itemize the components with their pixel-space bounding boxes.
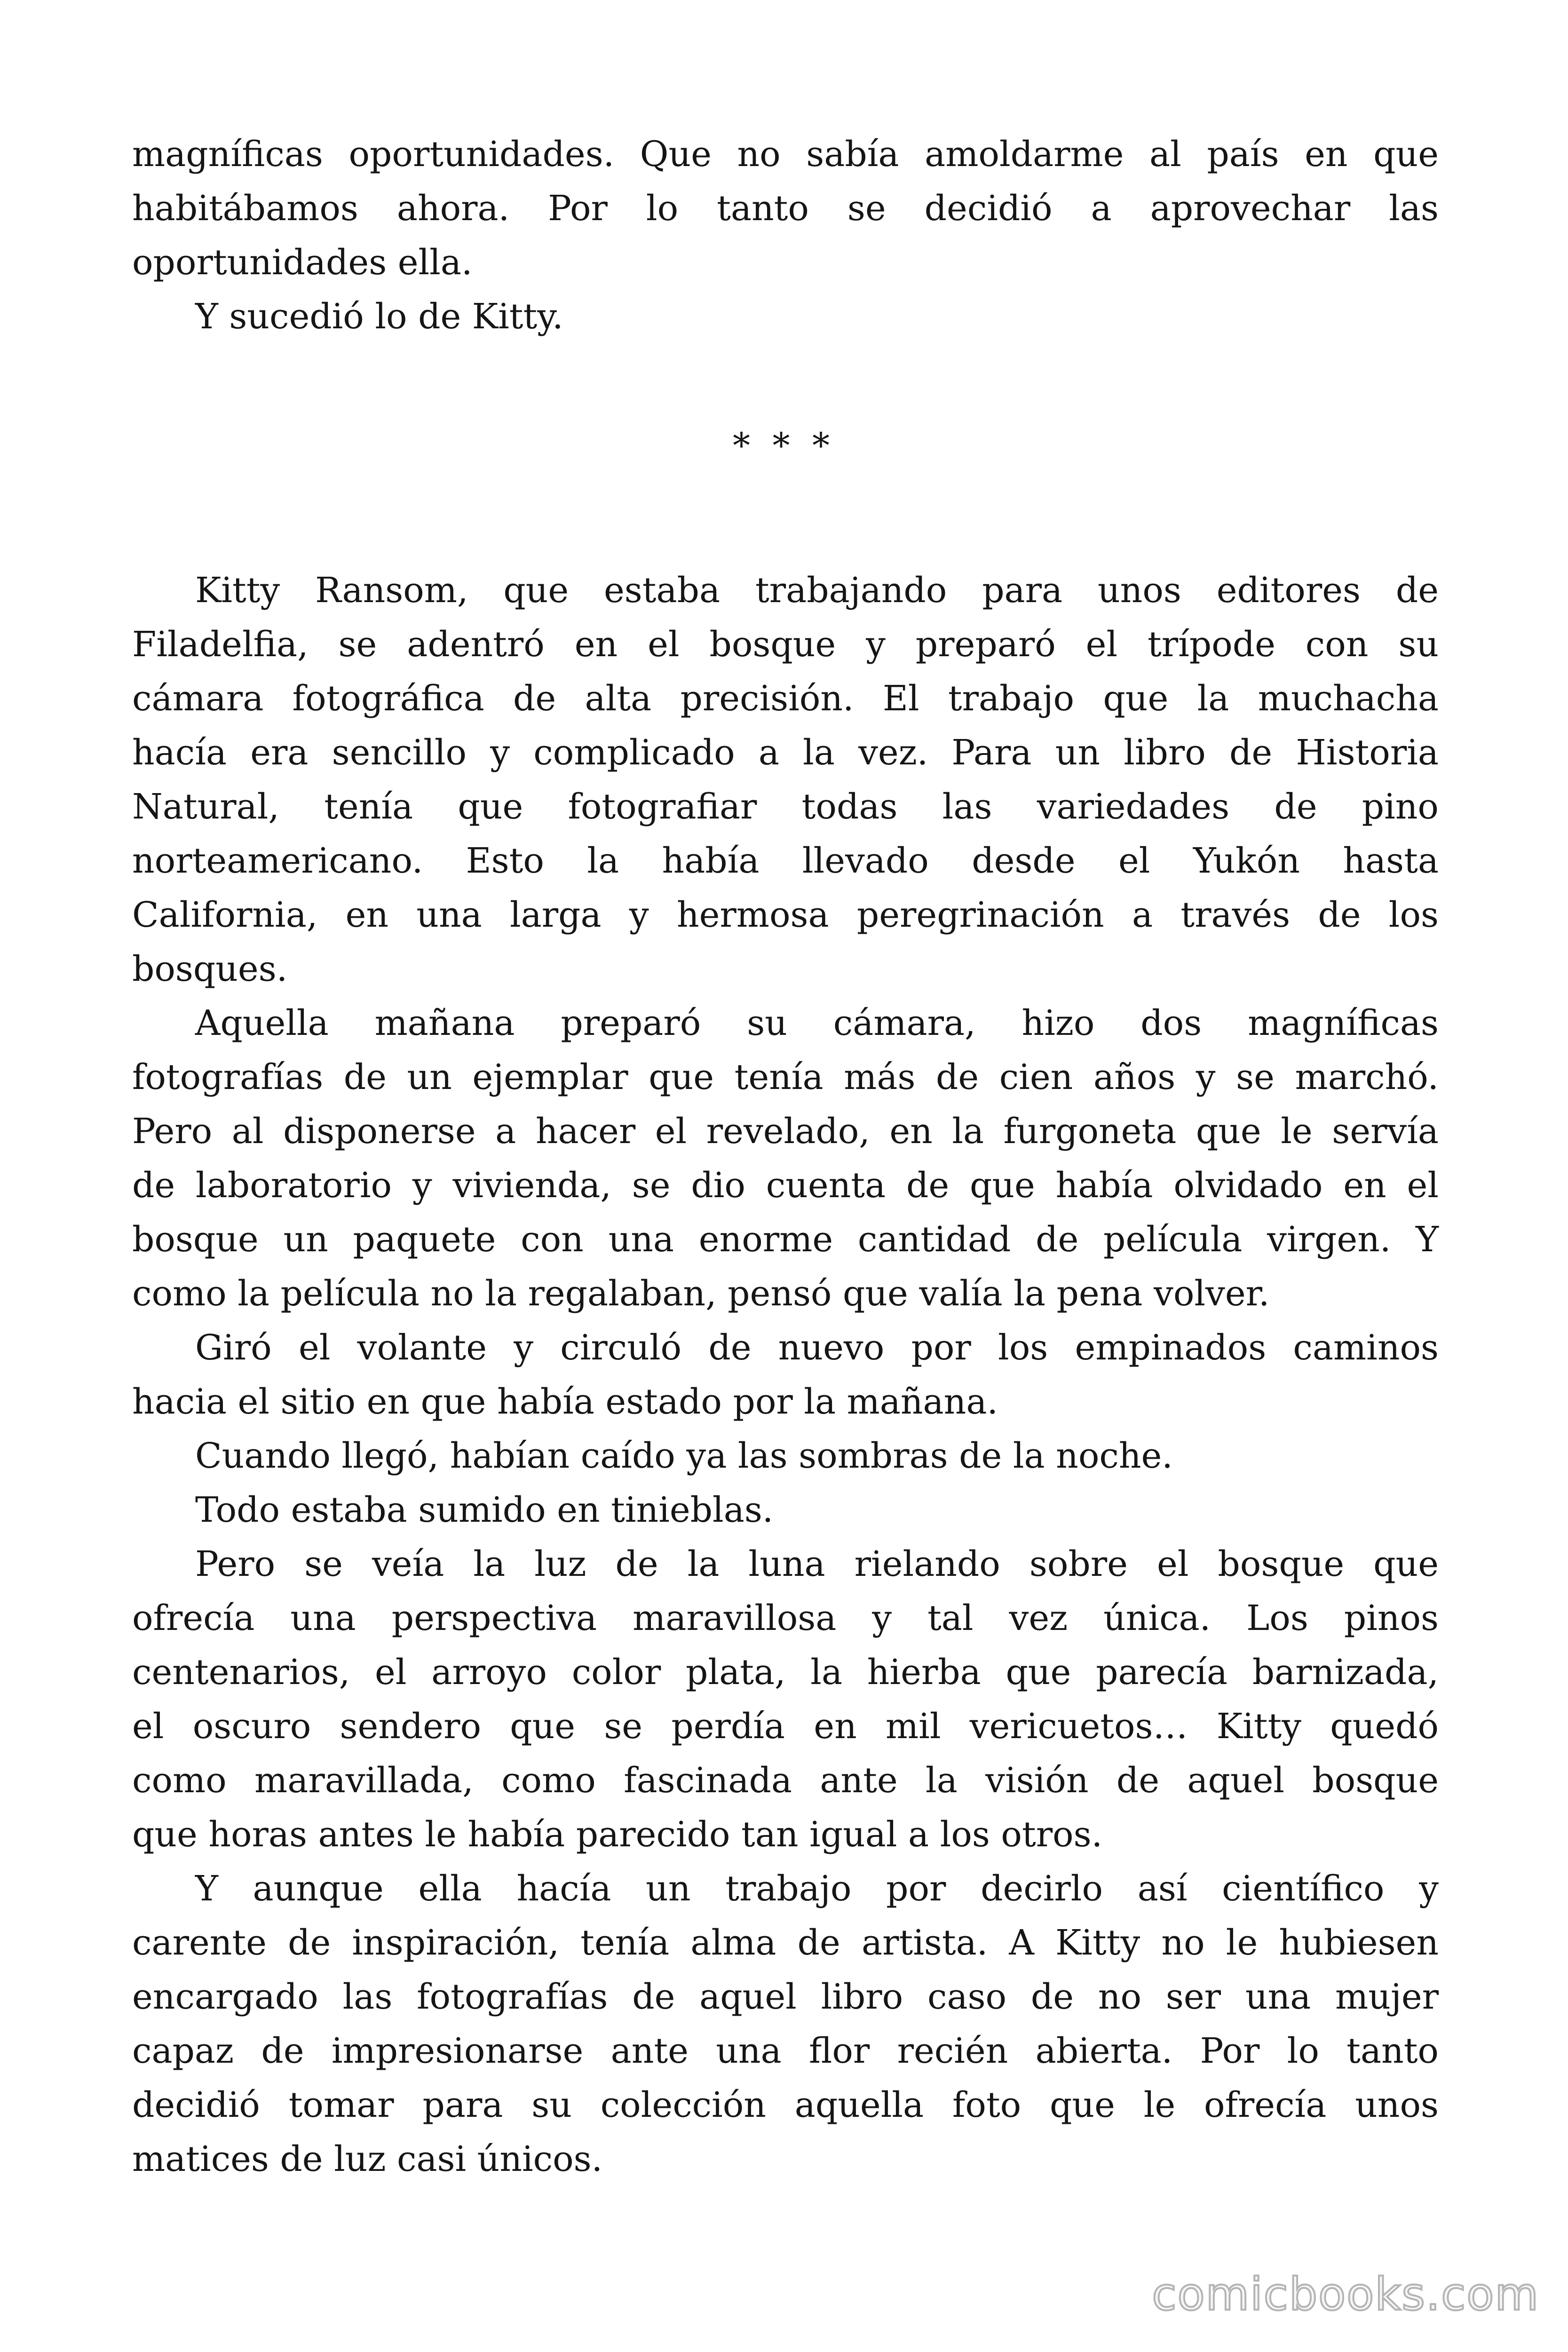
- text-line: fotografías de un ejemplar que tenía más de cien años y se marchó.: [132, 1057, 1439, 1097]
- text-line: hacia el sitio en que había estado por la mañana.: [132, 1382, 998, 1422]
- text-line: Y aunque ella hacía un trabajo por decirlo así científico y: [195, 1868, 1439, 1909]
- text-line: de laboratorio y vivienda, se dio cuenta de que había olvidado en el: [132, 1165, 1439, 1206]
- section-separator: * * *: [732, 426, 836, 466]
- paragraph: [132, 1537, 1439, 1862]
- text-line: Todo estaba sumido en tinieblas.: [195, 1490, 774, 1530]
- text-line: matices de luz casi únicos.: [132, 2139, 603, 2179]
- text-line: bosques.: [132, 949, 288, 989]
- text-line: capaz de impresionarse ante una flor recién abierta. Por lo tanto: [132, 2031, 1439, 2071]
- text-line: Pero se veía la luz de la luna rielando sobre el bosque que: [195, 1544, 1439, 1584]
- text-line: bosque un paquete con una enorme cantidad de película virgen. Y: [132, 1219, 1439, 1260]
- text-line: oportunidades ella.: [132, 242, 473, 283]
- text-line: hacía era sencillo y complicado a la vez. Para un libro de Historia: [132, 732, 1439, 773]
- site-watermark: comicbooks.com: [1152, 2269, 1539, 2320]
- text-line: Kitty Ransom, que estaba trabajando para unos editores de: [195, 570, 1439, 611]
- text-line: Y sucedió lo de Kitty.: [195, 296, 563, 337]
- text-line: como maravillada, como fascinada ante la visión de aquel bosque: [132, 1760, 1439, 1801]
- paragraph: [132, 1483, 1439, 1537]
- text-line: carente de inspiración, tenía alma de artista. A Kitty no le hubiesen: [132, 1923, 1439, 1963]
- text-line: Giró el volante y circuló de nuevo por los empinados caminos: [195, 1327, 1439, 1368]
- paragraph: [132, 996, 1439, 1321]
- text-line: Aquella mañana preparó su cámara, hizo dos magníficas: [195, 1003, 1439, 1043]
- paragraph: [132, 564, 1439, 996]
- text-line: centenarios, el arroyo color plata, la hierba que parecía barnizada,: [132, 1652, 1439, 1692]
- text-line: Filadelfia, se adentró en el bosque y preparó el trípode con su: [132, 624, 1439, 665]
- text-line: decidió tomar para su colección aquella foto que le ofrecía unos: [132, 2085, 1439, 2125]
- text-line: ofrecía una perspectiva maravillosa y tal vez única. Los pinos: [132, 1598, 1439, 1638]
- text-line: el oscuro sendero que se perdía en mil vericuetos… Kitty quedó: [132, 1706, 1439, 1747]
- text-line: habitábamos ahora. Por lo tanto se decidió a aprovechar las: [132, 188, 1439, 229]
- text-line: California, en una larga y hermosa peregrinación a través de los: [132, 895, 1439, 935]
- text-line: cámara fotográfica de alta precisión. El trabajo que la muchacha: [132, 678, 1439, 719]
- text-line: como la película no la regalaban, pensó que valía la pena volver.: [132, 1273, 1270, 1314]
- paragraph: [132, 127, 1439, 290]
- text-section-1: [132, 127, 1439, 344]
- text-section-2: [132, 564, 1439, 2186]
- paragraph: [132, 1321, 1439, 1429]
- text-line: magníficas oportunidades. Que no sabía amoldarme al país en que: [132, 134, 1439, 175]
- paragraph: [132, 290, 1439, 344]
- paragraph: [132, 1429, 1439, 1483]
- text-line: Pero al disponerse a hacer el revelado, en la furgoneta que le servía: [132, 1111, 1439, 1152]
- text-line: que horas antes le había parecido tan igual a los otros.: [132, 1814, 1103, 1855]
- paragraph: [132, 1862, 1439, 2186]
- text-line: norteamericano. Esto la había llevado desde el Yukón hasta: [132, 841, 1439, 881]
- text-line: Natural, tenía que fotografiar todas las variedades de pino: [132, 787, 1439, 827]
- text-line: Cuando llegó, habían caído ya las sombras de la noche.: [195, 1436, 1173, 1476]
- text-line: encargado las fotografías de aquel libro caso de no ser una mujer: [132, 1977, 1439, 2017]
